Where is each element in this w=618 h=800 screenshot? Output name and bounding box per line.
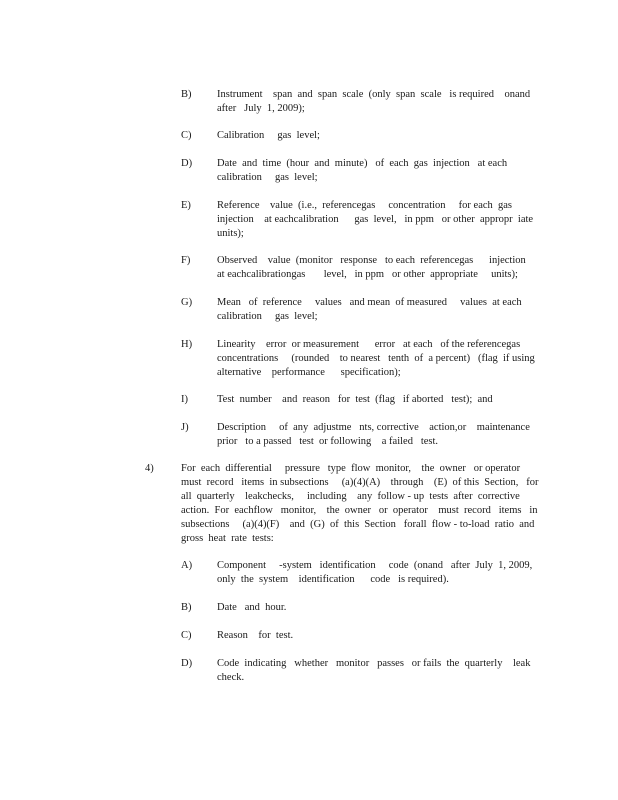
- item-label: 4): [145, 463, 154, 474]
- text-line: check.: [217, 672, 245, 683]
- text-line: Observed value (monitor response to each referencegas injection: [217, 255, 526, 266]
- item-text: [217, 421, 547, 449]
- text-line: concentrations (rounded to nearest tenth of a percent) (flag if using: [217, 353, 535, 364]
- text-line: For each differential pressure type flow monitor, the owner or operator: [181, 463, 521, 474]
- text-line: Linearity error or measurement error at each of the referencegas: [217, 339, 521, 350]
- item-label: G): [181, 297, 193, 308]
- item-label: J): [181, 422, 189, 433]
- item-text: [217, 199, 547, 241]
- item-text: [217, 393, 547, 407]
- text-line: Reason for test.: [217, 630, 294, 641]
- item-text: [181, 462, 547, 546]
- text-line: Test number and reason for test (flag if aborted test); and: [217, 394, 493, 405]
- item-text: [217, 254, 547, 282]
- text-line: Calibration gas level;: [217, 130, 320, 141]
- text-line: Mean of reference values and mean of measured values at each: [217, 297, 522, 308]
- text-line: Instrument span and span scale (only span scale is required onand: [217, 89, 531, 100]
- text-line: gross heat rate tests:: [181, 533, 274, 544]
- item-label: H): [181, 339, 193, 350]
- item-text: [217, 157, 547, 185]
- item-text: [217, 338, 547, 380]
- item-text: [217, 657, 547, 685]
- text-line: action. For eachflow monitor, the owner or operator must record items in: [181, 505, 538, 516]
- item-text: [217, 559, 547, 587]
- text-line: at eachcalibrationgas level, in ppm or other appropriate units);: [217, 269, 518, 280]
- text-line: injection at eachcalibration gas level, in ppm or other appropr iate: [217, 214, 534, 225]
- text-line: Component -system identification code (onand after July 1, 2009,: [217, 560, 533, 571]
- text-line: Code indicating whether monitor passes or fails the quarterly leak: [217, 658, 531, 669]
- item-label: F): [181, 255, 191, 266]
- text-line: all quarterly leakchecks, including any follow - up tests after corrective: [181, 491, 520, 502]
- text-line: must record items in subsections (a)(4)(A) through (E) of this Section, for: [181, 477, 539, 488]
- text-line: calibration gas level;: [217, 172, 318, 183]
- text-line: units);: [217, 228, 244, 239]
- item-label: C): [181, 130, 192, 141]
- text-line: Date and time (hour and minute) of each gas injection at each: [217, 158, 508, 169]
- item-label: D): [181, 658, 193, 669]
- text-line: calibration gas level;: [217, 311, 318, 322]
- item-label: B): [181, 89, 192, 100]
- item-label: C): [181, 630, 192, 641]
- item-label: I): [181, 394, 188, 405]
- item-text: [217, 601, 547, 615]
- item-label: D): [181, 158, 193, 169]
- item-text: [217, 88, 547, 116]
- text-line: Date and hour.: [217, 602, 287, 613]
- item-text: [217, 296, 547, 324]
- item-text: [217, 629, 547, 643]
- item-text: [217, 129, 547, 143]
- text-line: prior to a passed test or following a failed test.: [217, 436, 439, 447]
- text-line: only the system identification code is required).: [217, 574, 449, 585]
- item-label: A): [181, 560, 193, 571]
- text-line: Reference value (i.e., referencegas concentration for each gas: [217, 200, 513, 211]
- text-line: after July 1, 2009);: [217, 103, 305, 114]
- text-line: alternative performance specification);: [217, 367, 401, 378]
- item-label: B): [181, 602, 192, 613]
- text-line: subsections (a)(4)(F) and (G) of this Section forall flow - to-load ratio and: [181, 519, 535, 530]
- text-line: Description of any adjustme nts, corrective action,or maintenance: [217, 422, 530, 433]
- item-label: E): [181, 200, 191, 211]
